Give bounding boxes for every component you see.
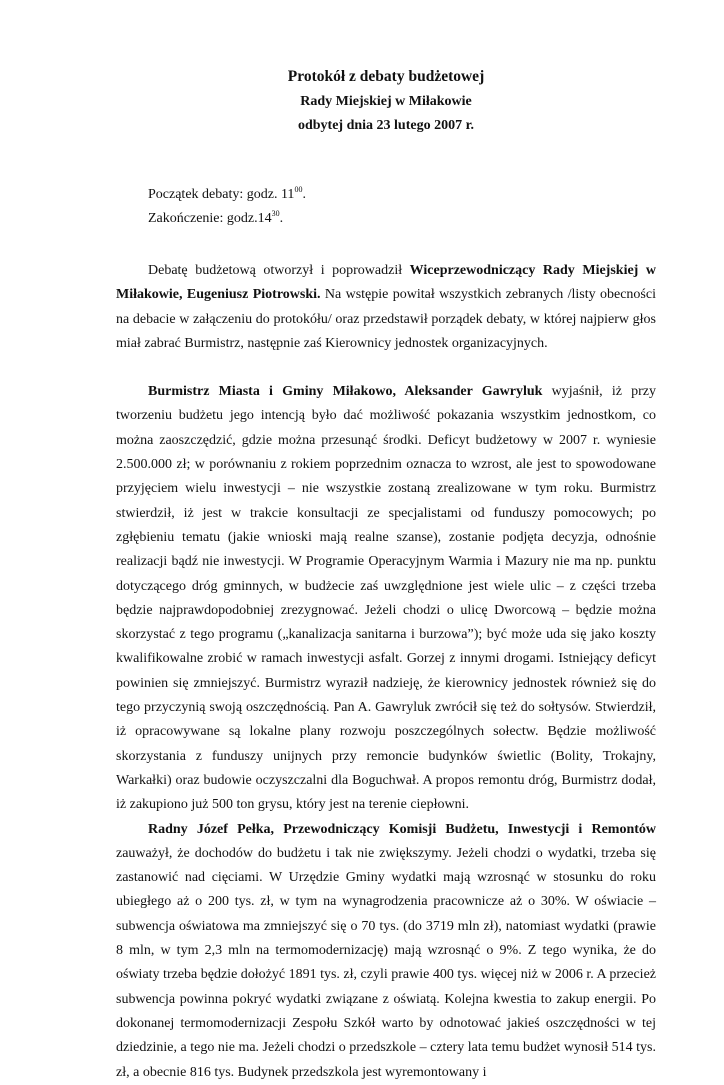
start-time-tail: . (302, 187, 306, 202)
paragraph-opening-text-2: Na wstępie powitał wszystkich zebranych /listy obecności na debacie w załączeniu do protokółu/ oraz przedstawił porządek debaty, w której najpierw głos miał zabrać Burmistrz, następnie zaś Kierownicy jednostek organizacyjnych. (116, 287, 656, 351)
paragraph-councillor (116, 818, 656, 1085)
paragraph-mayor-bold: Burmistrz Miasta i Gminy Miłakowo, Aleksander Gawryluk (148, 384, 543, 400)
start-time (148, 183, 656, 207)
paragraph-opening-bold: Wiceprzewodniczący Rady Miejskiej w Miłakowie, Eugeniusz Piotrowski. (116, 263, 656, 303)
paragraph-councillor-text: zauważył, że dochodów do budżetu i tak nie zwiększymy. Jeżeli chodzi o wydatki, trzeba się zastanowić nad cięciami. W Urzędzie Gminy wydatki mają wzrosnąć w stosunku do roku ubiegłego aż o 200 tys. zł, w tym na wynagrodzenia pracownicze aż o 30%. W oświacie – subwencja oświatowa ma zmniejszyć się o 70 tys. (do 3719 mln zł), natomiast wydatki (prawie 8 mln, w tym 2,3 mln na termomodernizację) mają wzrosnąć o 9%. Z tego wynika, że do oświaty trzeba będzie dołożyć 1891 tys. zł, czyli prawie 400 tys. więcej niż w 2006 r. A przecież subwencja powinna pokryć wydatki związane z oświatą. Kolejna kwestia to zakup energii. Po dokonanej termomodernizacji Zespołu Szkół warto by odnotować jakieś oszczędności w tej dziedzinie, a tego nie ma. Jeżeli chodzi o przedszkole – cztery lata temu budżet wynosił 514 tys. zł, a obecnie 816 tys. Budynek przedszkola jest wyremontowany i (116, 845, 656, 1080)
paragraph-opening-text-1: Debatę budżetową otworzył i poprowadził (148, 263, 410, 278)
end-time (148, 207, 656, 231)
end-time-tail: . (279, 211, 284, 226)
paragraph-councillor-bold: Radny Józef Pełka, Przewodniczący Komisji Budżetu, Inwestycji i Remontów (148, 821, 656, 837)
paragraph-mayor-text: wyjaśnił, iż przy tworzeniu budżetu jego intencją było dać możliwość pokazania wszystkim jednostkom, co można zaoszczędzić, gdzie można przesunąć środki. Deficyt budżetowy w 2007 r. wyniesie 2.500.000 zł; w porównaniu z rokiem poprzednim oznacza to wzrost, ale jest to spowodowane przyjęciem wielu inwestycji – nie wszystkie zostaną zrealizowane w tym roku. Burmistrz stwierdził, iż jest w trakcie konsultacji ze specjalistami od funduszy pomocowych; po zgłębieniu tematu (jakie wnioski mają realne szanse), zostanie podjęta decyzja, odnośnie realizacji bądź nie inwestycji. W Programie Operacyjnym Warmia i Mazury nie ma np. punktu dotyczącego dróg gminnych, w budżecie zaś uwzględnione jest wiele ulic – z części trzeba będzie najprawdopodobniej zrezygnować. Jeżeli chodzi o ulicę Dworcową – będzie można skorzystać z tego programu („kanalizacja sanitarna i burzowa”); być może uda się jako koszty kwalifikowalne zrobić w ramach inwestycji asfalt. Gorzej z innymi drogami. Istniejący deficyt powinien się zmniejszyć. Burmistrz wyraził nadzieję, że kierownicy jednostek również się do tego przyczynią swoją oszczędnością. Pan A. Gawryluk zwrócił się też do sołtysów. Stwierdził, iż opracowywane są lokalne plany rozwoju poszczególnych sołectw. Będzie możliwość skorzystania z funduszy unijnych przy remoncie budynków świetlic (Bolity, Trokajny, Warkałki) oraz budowie oczyszczalni dla Boguchwał. A propos remontu dróg, Burmistrz dodał, iż zakupiono już 500 ton grysu, który jest na terenie ciepłowni. (116, 384, 656, 813)
debate-times (116, 183, 656, 231)
title-block (116, 64, 656, 138)
end-time-minutes: 30 (271, 209, 280, 218)
document-subtitle: Rady Miejskiej w Miłakowie (300, 94, 472, 109)
paragraph-opening (116, 259, 656, 356)
document-title: Protokół z debaty budżetowej (287, 68, 485, 85)
start-time-minutes: 00 (294, 185, 303, 194)
start-time-label: Początek debaty: godz. 11 (148, 187, 295, 202)
document-date-line: odbytej dnia 23 lutego 2007 r. (297, 118, 475, 133)
paragraph-mayor (116, 380, 656, 817)
end-time-label: Zakończenie: godz.14 (148, 211, 272, 226)
